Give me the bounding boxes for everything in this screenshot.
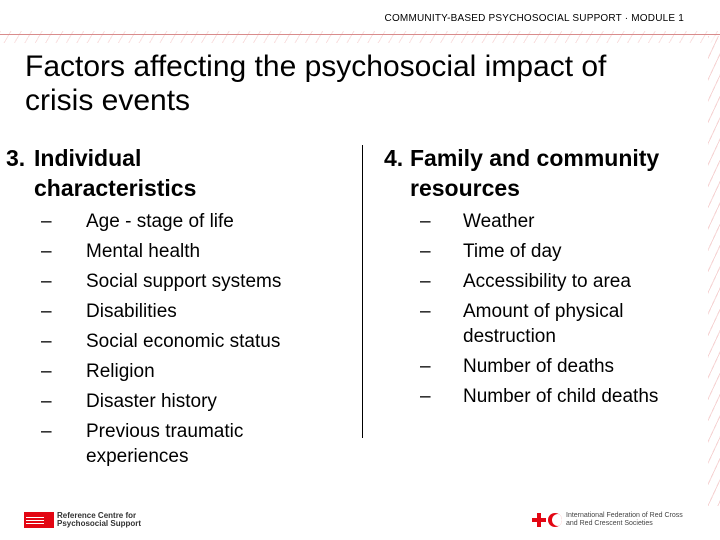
list-item <box>420 239 705 264</box>
dash-bullet: – <box>420 211 431 232</box>
list-item <box>420 269 705 294</box>
dash-bullet: – <box>420 301 431 322</box>
right-factor-list <box>420 209 705 414</box>
dash-bullet: – <box>41 271 52 292</box>
left-factor-list <box>41 209 341 474</box>
list-item <box>41 329 341 354</box>
list-item <box>41 299 341 324</box>
list-item-label: Number of deaths <box>463 356 615 377</box>
list-item-label: Mental health <box>86 241 201 262</box>
list-item <box>41 239 341 264</box>
list-item <box>41 389 341 414</box>
list-item-label: Accessibility to area <box>463 271 631 292</box>
red-crescent-icon <box>548 513 562 527</box>
header-rule <box>0 31 720 43</box>
dash-bullet: – <box>41 241 52 262</box>
list-item-label: Time of day <box>463 241 562 262</box>
list-item <box>420 209 705 234</box>
right-column-heading <box>384 143 714 203</box>
list-item <box>41 419 341 469</box>
dash-bullet: – <box>420 271 431 292</box>
left-heading-text: Individual characteristics <box>34 145 197 201</box>
dash-bullet: – <box>41 391 52 412</box>
list-item <box>420 354 705 379</box>
reference-centre-logo-text: Reference Centre for Psychosocial Support <box>57 511 142 528</box>
reference-centre-logo-mark <box>24 512 54 528</box>
list-item-label: Previous traumatic experiences <box>86 421 244 467</box>
list-item-label: Disabilities <box>86 301 177 322</box>
list-item-label: Social economic status <box>86 331 281 352</box>
dash-bullet: – <box>420 386 431 407</box>
list-item-label: Amount of physical destruction <box>463 301 624 347</box>
list-item <box>41 209 341 234</box>
list-item <box>41 269 341 294</box>
right-heading-number: 4. <box>384 145 404 171</box>
header-line <box>0 34 720 35</box>
dash-bullet: – <box>41 211 52 232</box>
dash-bullet: – <box>41 421 52 442</box>
dash-bullet: – <box>420 241 431 262</box>
dash-bullet: – <box>41 361 52 382</box>
header-title: COMMUNITY-BASED PSYCHOSOCIAL SUPPORT · MODULE 1 <box>384 13 684 24</box>
list-item <box>420 384 705 409</box>
list-item-label: Age - stage of life <box>86 211 234 232</box>
ifrc-logo-text: International Federation of Red Cross and Red Crescent Societies <box>566 512 683 527</box>
list-item-label: Social support systems <box>86 271 282 292</box>
list-item <box>420 299 705 349</box>
dash-bullet: – <box>420 356 431 377</box>
red-cross-icon <box>532 513 546 527</box>
list-item-label: Weather <box>463 211 535 232</box>
left-heading-number: 3. <box>6 145 26 171</box>
right-heading-text: Family and community resources <box>410 145 660 201</box>
left-column-heading <box>6 143 306 203</box>
dash-bullet: – <box>41 331 52 352</box>
list-item <box>41 359 341 384</box>
ifrc-logo <box>532 512 696 528</box>
list-item-label: Number of child deaths <box>463 386 659 407</box>
reference-centre-logo <box>24 512 167 528</box>
column-divider <box>362 145 363 438</box>
list-item-label: Religion <box>86 361 155 382</box>
list-item-label: Disaster history <box>86 391 217 412</box>
slide-title: Factors affecting the psychosocial impact of crisis events <box>25 50 607 117</box>
right-edge-decoration <box>708 36 720 506</box>
dash-bullet: – <box>41 301 52 322</box>
